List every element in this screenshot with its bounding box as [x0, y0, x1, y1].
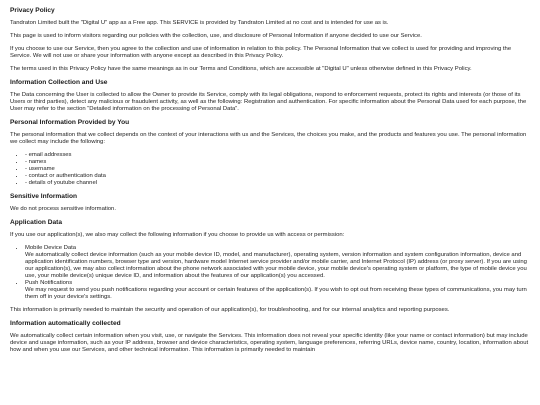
list-item: • - username [25, 166, 529, 173]
personal-paragraph: The personal information that we collect depends on the context of your interactions with us and the Services, the choices you make, and the products and features you use. The personal information we collect may include the following: [10, 132, 527, 145]
list-item-title: • Mobile Device Data [25, 245, 77, 251]
list-item-description: We automatically collect device information (such as your mobile device ID, model, and manufacturer), operating system, version information and system configuration information, device and application identification numbers, browser type and version, hardware model Internet service provider and/or mobile carrier, and Internet Protocol (IP) address (or proxy server). If you are using our application(s), we may also collect information about the phone network associated with your mobile device, your mobile device's operating system or platform, the type of mobile device you use, your mobile device(s) unique device ID, and information about the features of our application(s) you accessed. [25, 252, 527, 279]
list-item [25, 280, 529, 301]
intro-paragraph-2: This page is used to inform visitors regarding our policies with the collection, use, and disclosure of Personal Information if anyone decided to use our Service. [10, 33, 422, 39]
section-heading-automatic: Information automatically collected [10, 320, 121, 327]
section-heading-personal: Personal Information Provided by You [10, 119, 130, 126]
list-item: • - contact or authentication data [25, 173, 529, 180]
list-item-description: We may request to send you push notifications regarding your account or certain features of the application(s). If you wish to opt out from receiving these types of communications, you may turn them off in your device's settings. [25, 287, 527, 300]
intro-paragraph-1: Tandraton Limited built the "Digital U" app as a Free app. This SERVICE is provided by Tandraton Limited at no cost and is intended for use as is. [10, 20, 389, 26]
list-item: • - names [25, 159, 529, 166]
personal-info-list [10, 152, 529, 187]
section-heading-application: Application Data [10, 219, 63, 226]
list-item: • - details of youtube channel [25, 180, 529, 187]
automatic-paragraph: We automatically collect certain information when you visit, use, or navigate the Services. This information does not reveal your specific identity (like your name or contact information) but may include device and usage information, such as your IP address, browser and device characteristics, operating system, language preferences, referring URLs, device name, country, location, information about how and when you use our Services, and other technical information. This information is primarily needed to maintain [10, 333, 529, 353]
section-heading-collection: Information Collection and Use [10, 79, 108, 86]
page-title: Privacy Policy [10, 7, 55, 14]
intro-paragraph-3: If you choose to use our Service, then you agree to the collection and use of information in relation to this policy. The Personal Information that we collect is used for providing and improving the Service. We will not use or share your information with anyone except as described in this Privacy Policy. [10, 46, 512, 59]
intro-paragraph-4: The terms used in this Privacy Policy have the same meanings as in our Terms and Conditions, which are accessible at "Digital U" unless otherwise defined in this Privacy Policy. [10, 66, 472, 72]
sensitive-paragraph: We do not process sensitive information. [10, 206, 116, 212]
application-paragraph: If you use our application(s), we also may collect the following information if you choose to provide us with access or permission: [10, 232, 345, 238]
list-item [25, 245, 529, 280]
list-item-title: • Push Notifications [25, 280, 73, 286]
collection-paragraph: The Data concerning the User is collected to allow the Owner to provide its Service, comply with its legal obligations, respond to enforcement requests, protect its rights and interests (or those of its Users or third parties), detect any malicious or fraudulent activity, as well as the following: Registration and authentication. For specific information about the Personal Data used for each purpose, the User may refer to the section “Detailed information on the processing of Personal Data”. [10, 92, 527, 112]
application-data-list [10, 245, 529, 301]
application-footer-paragraph: This information is primarily needed to maintain the security and operation of our application(s), for troubleshooting, and for our internal analytics and reporting purposes. [10, 307, 450, 313]
list-item: • - email addresses [25, 152, 529, 159]
section-heading-sensitive: Sensitive Information [10, 193, 78, 200]
